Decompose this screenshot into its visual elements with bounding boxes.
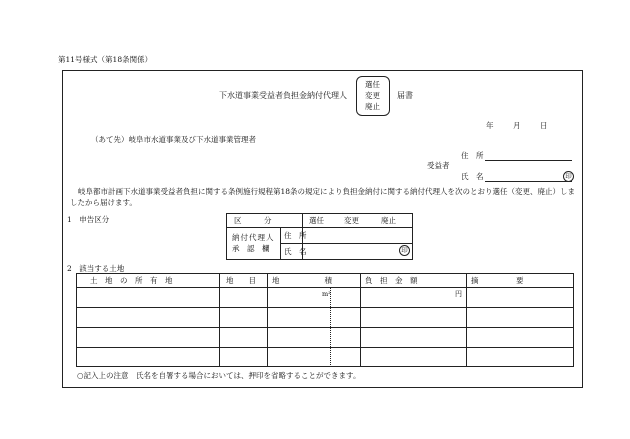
beneficiary-address-line[interactable] (485, 160, 572, 161)
title-option-appoint: 選任 (365, 80, 380, 89)
beneficiary-name-label: 氏 名 (461, 172, 484, 181)
category-label: 区 分 (234, 216, 272, 225)
agent-approval-label-2: 承 認 欄 (232, 244, 270, 253)
category-option-appoint[interactable]: 選任 (309, 216, 324, 225)
section1-label: 1 申告区分 (67, 215, 110, 224)
header-remarks: 摘 要 (471, 276, 524, 285)
area-unit: m² (322, 290, 331, 298)
date-year-label: 年 (486, 121, 494, 130)
beneficiary-seal-icon: 印 (563, 171, 574, 182)
category-option-change[interactable]: 変更 (344, 216, 359, 225)
title-options (365, 79, 380, 112)
date-day-label: 日 (540, 121, 548, 130)
area-column-divider (330, 288, 331, 367)
agent-approval-label-1: 納付代理人 (232, 233, 275, 242)
form-title-suffix: 届書 (397, 91, 413, 100)
statement-content: 岐阜都市計画下水道事業受益者負担に関する条例施行規程第18条の規定により負担金納付に関する納付代理人を次のとおり選任（変更、廃止）しましたから届けます。 (70, 187, 576, 207)
agent-name-label: 氏 名 (284, 247, 307, 256)
agent-seal-icon: 印 (399, 245, 410, 256)
title-option-change: 変更 (365, 91, 380, 100)
beneficiary-address-label: 住 所 (461, 151, 484, 160)
agent-address-label: 住 所 (284, 231, 307, 240)
title-option-abolish: 廃止 (365, 102, 380, 111)
header-owner: 土 地 の 所 有 地 (90, 276, 173, 285)
entry-note: ○記入上の注意 氏名を自署する場合においては、押印を省略することができます。 (77, 371, 361, 380)
form-number: 第11号様式（第18条関係） (58, 55, 153, 64)
addressee: （あて先）岐阜市水道事業及び下水道事業管理者 (91, 135, 256, 144)
beneficiary-name-line[interactable] (485, 181, 572, 182)
date-month-label: 月 (513, 121, 521, 130)
yen-unit: 円 (455, 290, 462, 298)
beneficiary-role-label: 受益者 (427, 161, 450, 170)
category-option-abolish[interactable]: 廃止 (381, 216, 396, 225)
statement-text (70, 186, 580, 210)
header-land-category: 地 目 (226, 276, 256, 285)
form-title-prefix: 下水道事業受益者負担金納付代理人 (219, 91, 347, 100)
header-area: 地 積 (272, 276, 332, 285)
header-charge-amount: 負 担 金 額 (365, 276, 418, 285)
section2-label: 2 該当する土地 (67, 264, 125, 273)
